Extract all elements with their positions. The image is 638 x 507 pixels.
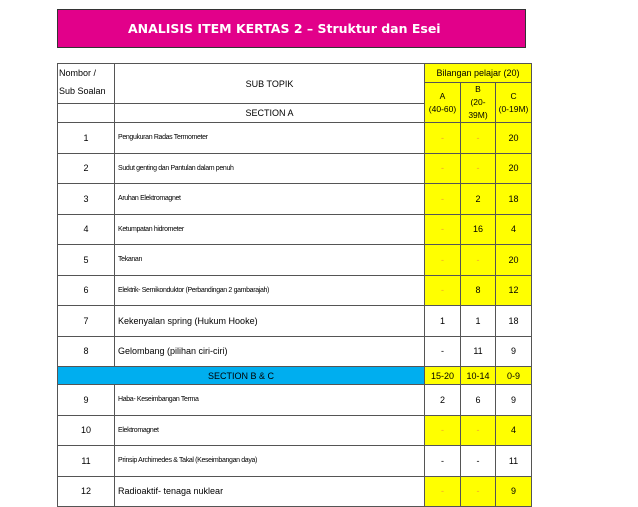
header-row-1 xyxy=(58,64,532,83)
row-topic: Pengukuran Radas Termometer xyxy=(115,123,425,154)
row-a-value: - xyxy=(425,275,461,306)
row-b-value: 16 xyxy=(461,214,496,245)
item-analysis-table xyxy=(57,63,532,507)
table-row xyxy=(58,184,532,215)
header-blank-cell xyxy=(58,104,115,123)
row-topic: Elektromagnet xyxy=(115,415,425,446)
nombor-label: Nombor / xyxy=(59,68,97,78)
row-topic: Radioaktif- tenaga nuklear xyxy=(115,476,425,507)
row-b-value: 8 xyxy=(461,275,496,306)
row-c-value: 12 xyxy=(496,275,532,306)
row-b-value: - xyxy=(461,415,496,446)
row-b-value: 1 xyxy=(461,306,496,337)
row-number: 1 xyxy=(58,123,115,154)
row-c-value: 11 xyxy=(496,446,532,477)
table-row xyxy=(58,153,532,184)
grade-c-range: (0-19M) xyxy=(498,103,529,114)
table-row xyxy=(58,385,532,416)
row-b-value: - xyxy=(461,245,496,276)
row-topic: Prinsip Archimedes & Takal (Keseimbangan daya) xyxy=(115,446,425,477)
nombor-header xyxy=(58,64,115,104)
range-b: 10-14 xyxy=(461,367,496,385)
row-a-value: - xyxy=(425,415,461,446)
row-topic: Ketumpatan hidrometer xyxy=(115,214,425,245)
row-a-value: - xyxy=(425,153,461,184)
row-number: 11 xyxy=(58,446,115,477)
row-b-value: - xyxy=(461,446,496,477)
range-c: 0-9 xyxy=(496,367,532,385)
row-number: 12 xyxy=(58,476,115,507)
row-b-value: 2 xyxy=(461,184,496,215)
row-topic: Kekenyalan spring (Hukum Hooke) xyxy=(115,306,425,337)
row-a-value: - xyxy=(425,184,461,215)
section-a-header: SECTION A xyxy=(115,104,425,123)
table-row xyxy=(58,275,532,306)
row-number: 7 xyxy=(58,306,115,337)
table-row xyxy=(58,306,532,337)
row-number: 3 xyxy=(58,184,115,215)
grade-a-range: (40-60) xyxy=(428,103,457,114)
row-number: 6 xyxy=(58,275,115,306)
row-topic: Sudut genting dan Pantulan dalam penuh xyxy=(115,153,425,184)
row-number: 4 xyxy=(58,214,115,245)
row-c-value: 20 xyxy=(496,153,532,184)
row-topic: Tekanan xyxy=(115,245,425,276)
sub-soalan-label: Sub Soalan xyxy=(59,86,106,96)
grade-a-letter: A xyxy=(439,90,446,101)
row-a-value: - xyxy=(425,446,461,477)
row-b-value: - xyxy=(461,153,496,184)
row-number: 9 xyxy=(58,385,115,416)
grade-b-header xyxy=(461,83,496,123)
row-b-value: - xyxy=(461,123,496,154)
row-c-value: 9 xyxy=(496,385,532,416)
row-c-value: 9 xyxy=(496,476,532,507)
row-number: 5 xyxy=(58,245,115,276)
section-bc-label: SECTION B & C xyxy=(58,367,425,385)
row-number: 10 xyxy=(58,415,115,446)
row-topic: Gelombang (pilihan ciri-ciri) xyxy=(115,336,425,367)
row-a-value: 2 xyxy=(425,385,461,416)
grade-b-letter: B xyxy=(475,84,481,94)
row-c-value: 4 xyxy=(496,214,532,245)
row-topic: Haba- Keseimbangan Terma xyxy=(115,385,425,416)
table-row xyxy=(58,336,532,367)
row-c-value: 4 xyxy=(496,415,532,446)
bilangan-header: Bilangan pelajar (20) xyxy=(425,64,532,83)
table-row xyxy=(58,123,532,154)
grade-a-header xyxy=(425,83,461,123)
row-a-value: - xyxy=(425,336,461,367)
row-c-value: 20 xyxy=(496,123,532,154)
section-bc-header-row xyxy=(58,367,532,385)
row-b-value: 11 xyxy=(461,336,496,367)
row-number: 8 xyxy=(58,336,115,367)
row-topic: Aruhan Elektromagnet xyxy=(115,184,425,215)
grade-c-header xyxy=(496,83,532,123)
row-b-value: 6 xyxy=(461,385,496,416)
table-row xyxy=(58,214,532,245)
row-a-value: 1 xyxy=(425,306,461,337)
grade-c-letter: C xyxy=(510,90,517,101)
table-row xyxy=(58,476,532,507)
page-title: ANALISIS ITEM KERTAS 2 – Struktur dan Esei xyxy=(57,9,526,48)
range-a: 15-20 xyxy=(425,367,461,385)
row-a-value: - xyxy=(425,476,461,507)
table-row xyxy=(58,415,532,446)
row-c-value: 20 xyxy=(496,245,532,276)
grade-b-range: (20-39M) xyxy=(468,97,488,120)
row-a-value: - xyxy=(425,214,461,245)
table-row xyxy=(58,446,532,477)
subtopik-header: SUB TOPIK xyxy=(115,64,425,104)
row-a-value: - xyxy=(425,123,461,154)
row-c-value: 18 xyxy=(496,184,532,215)
row-c-value: 9 xyxy=(496,336,532,367)
row-number: 2 xyxy=(58,153,115,184)
table-row xyxy=(58,245,532,276)
row-topic: Elektrik- Semikonduktor (Perbandingan 2 gambarajah) xyxy=(115,275,425,306)
row-c-value: 18 xyxy=(496,306,532,337)
row-b-value: - xyxy=(461,476,496,507)
row-a-value: - xyxy=(425,245,461,276)
